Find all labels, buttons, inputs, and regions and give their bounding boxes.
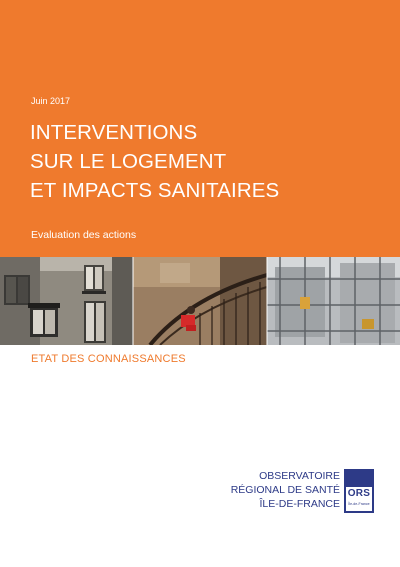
photo-staircase [133, 257, 267, 345]
org-line-2: RÉGIONAL DE SANTÉ [230, 484, 340, 496]
photo-strip [0, 257, 400, 345]
photo-building-facade [0, 257, 133, 345]
organization-name [212, 469, 340, 511]
logo-region: Île-de-France [348, 502, 370, 506]
logo-acronym: ORS [347, 488, 371, 499]
title-line-1: INTERVENTIONS [30, 121, 198, 144]
orange-header-band [0, 0, 400, 257]
section-label: ETAT DES CONNAISSANCES [31, 353, 186, 365]
logo-inner-panel [346, 487, 372, 511]
photo-scaffolding [267, 257, 400, 345]
ors-logo [344, 469, 374, 513]
title-line-2: SUR LE LOGEMENT [30, 150, 227, 173]
report-title [30, 118, 380, 205]
report-subtitle: Evaluation des actions [31, 229, 137, 241]
org-line-1: OBSERVATOIRE [259, 470, 340, 482]
title-line-3: ET IMPACTS SANITAIRES [30, 179, 280, 202]
org-line-3: ÎLE-DE-FRANCE [259, 498, 340, 510]
publication-date: Juin 2017 [31, 96, 71, 106]
